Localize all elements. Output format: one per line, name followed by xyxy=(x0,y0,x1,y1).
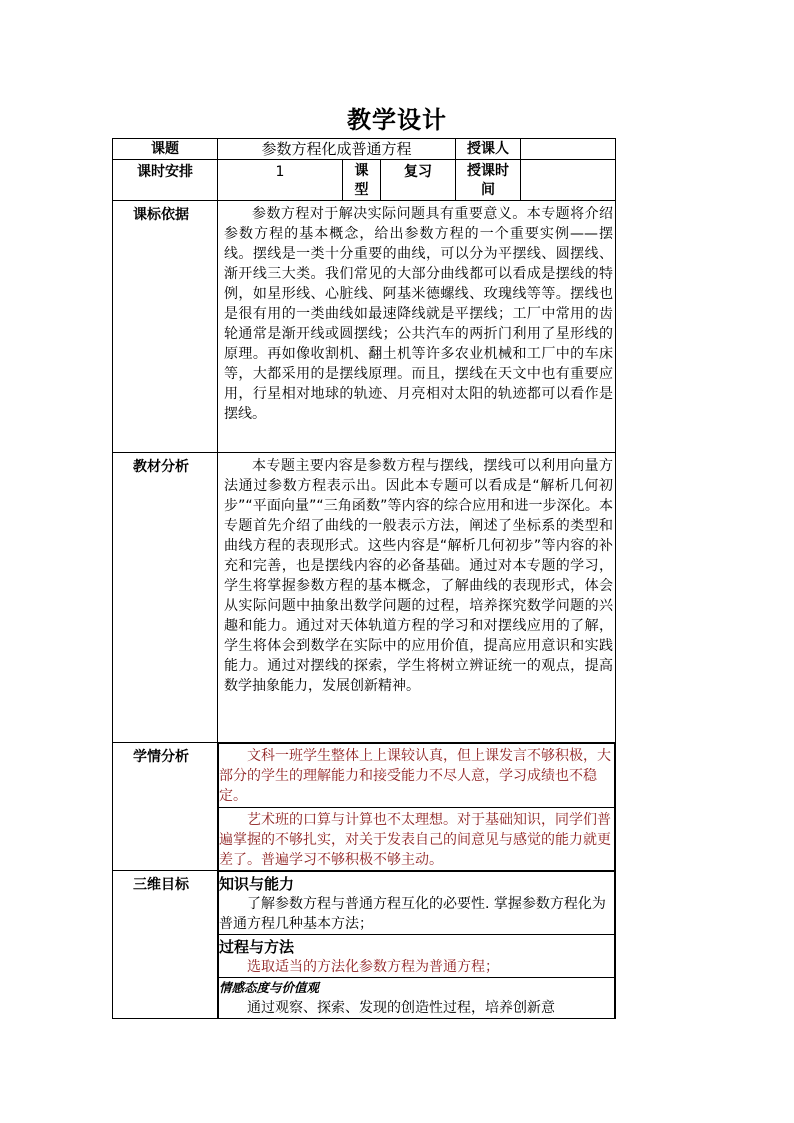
material-label: 教材分析 xyxy=(113,453,218,743)
topic-value: 参数方程化成普通方程 xyxy=(218,139,456,160)
schedule-value: 1 xyxy=(218,160,343,201)
students-text-2: 艺术班的口算与计算也不太理想。对于基础知识，同学们普遍掌握的不够扎实，对关于发表自己的间意见与感觉的能力就更差了。普遍学习不够积极不够主动。 xyxy=(219,812,611,868)
goals-cell xyxy=(218,871,616,1019)
goal-3-text: 通过观察、探索、发现的创造性过程，培养创新意 xyxy=(247,1000,555,1016)
students-paragraph-1 xyxy=(219,744,615,808)
curriculum-label: 课标依据 xyxy=(113,201,218,453)
goal-2-text: 选取适当的方法化参数方程为普通方程； xyxy=(247,959,499,975)
type-label: 课型 xyxy=(343,160,381,201)
curriculum-text: 参数方程对于解决实际问题具有重要意义。本专题将介绍参数方程的基本概念，给出参数方程的一个重要实例——摆线。摆线是一类十分重要的曲线，可以分为平摆线、圆摆线、渐开线三大类。我们常见的大部分曲线都可以看成是摆线的特例，如星形线、心脏线、阿基米德螺线、玫瑰线等等。摆线也是很有用的一类曲线如最速降线就是平摆线；工厂中常用的齿轮通常是渐开线或圆摆线；公共汽车的两折门利用了星形线的原理。再如像收割机、翻土机等许多农业机械和工厂中的车床等，大都采用的是摆线原理。而且，摆线在天文中也有重要应用，行星相对地球的轨迹、月亮相对太阳的轨迹都可以看作是摆线。 xyxy=(224,206,614,422)
lesson-plan-table xyxy=(112,138,616,1019)
time-value xyxy=(521,160,616,201)
row-goals xyxy=(113,871,616,1019)
material-text: 本专题主要内容是参数方程与摆线，摆线可以利用向量方法通过参数方程表示出。因此本专题可以看成是“解析几何初步”“平面向量”“三角函数”等内容的综合应用和进一步深化。本专题首先介绍了曲线的一般表示方法，阐述了坐标系的类型和曲线方程的表现形式。这些内容是“解析几何初步”等内容的补充和完善，也是摆线内容的必备基础。通过对本专题的学习，学生将掌握参数方程的基本概念，了解曲线的表现形式，体会从实际问题中抽象出数学问题的过程，培养探究数学问题的兴趣和能力。通过对天体轨道方程的学习和对摆线应用的了解，学生将体会到数学在实际中的应用价值，提高应用意识和实践能力。通过对摆线的探索，学生将树立辨证统一的观点，提高数学抽象能力，发展创新精神。 xyxy=(224,458,614,694)
time-label: 授课时间 xyxy=(456,160,521,201)
goal-3-heading: 情感态度与价值观 xyxy=(219,980,320,995)
row-topic xyxy=(113,139,616,160)
row-curriculum xyxy=(113,201,616,453)
students-paragraph-2 xyxy=(219,808,615,871)
row-material xyxy=(113,453,616,743)
students-cell xyxy=(218,743,616,871)
row-schedule xyxy=(113,160,616,201)
row-students xyxy=(113,743,616,871)
type-value: 复习 xyxy=(381,160,456,201)
students-label: 学情分析 xyxy=(113,743,218,871)
goals-inner xyxy=(218,871,615,1018)
teacher-label: 授课人 xyxy=(456,139,521,160)
goal-2-heading: 过程与方法 xyxy=(219,938,295,956)
goal-process xyxy=(219,935,615,978)
students-inner xyxy=(218,743,615,870)
curriculum-cell xyxy=(218,201,616,453)
schedule-label: 课时安排 xyxy=(113,160,218,201)
goal-knowledge xyxy=(219,872,615,935)
students-text-1: 文科一班学生整体上上课较认真，但上课发言不够积极，大部分的学生的理解能力和接受能力不尽人意，学习成绩也不稳定。 xyxy=(219,748,611,804)
document-title: 教学设计 xyxy=(347,105,447,134)
topic-label: 课题 xyxy=(113,139,218,160)
teacher-value xyxy=(521,139,616,160)
goal-1-heading: 知识与能力 xyxy=(219,875,295,893)
goals-label: 三维目标 xyxy=(113,871,218,1019)
goal-attitude xyxy=(219,978,615,1019)
goal-1-text: 了解参数方程与普通方程互化的必要性. 掌握参数方程化为普通方程几种基本方法； xyxy=(219,896,606,932)
material-cell xyxy=(218,453,616,743)
